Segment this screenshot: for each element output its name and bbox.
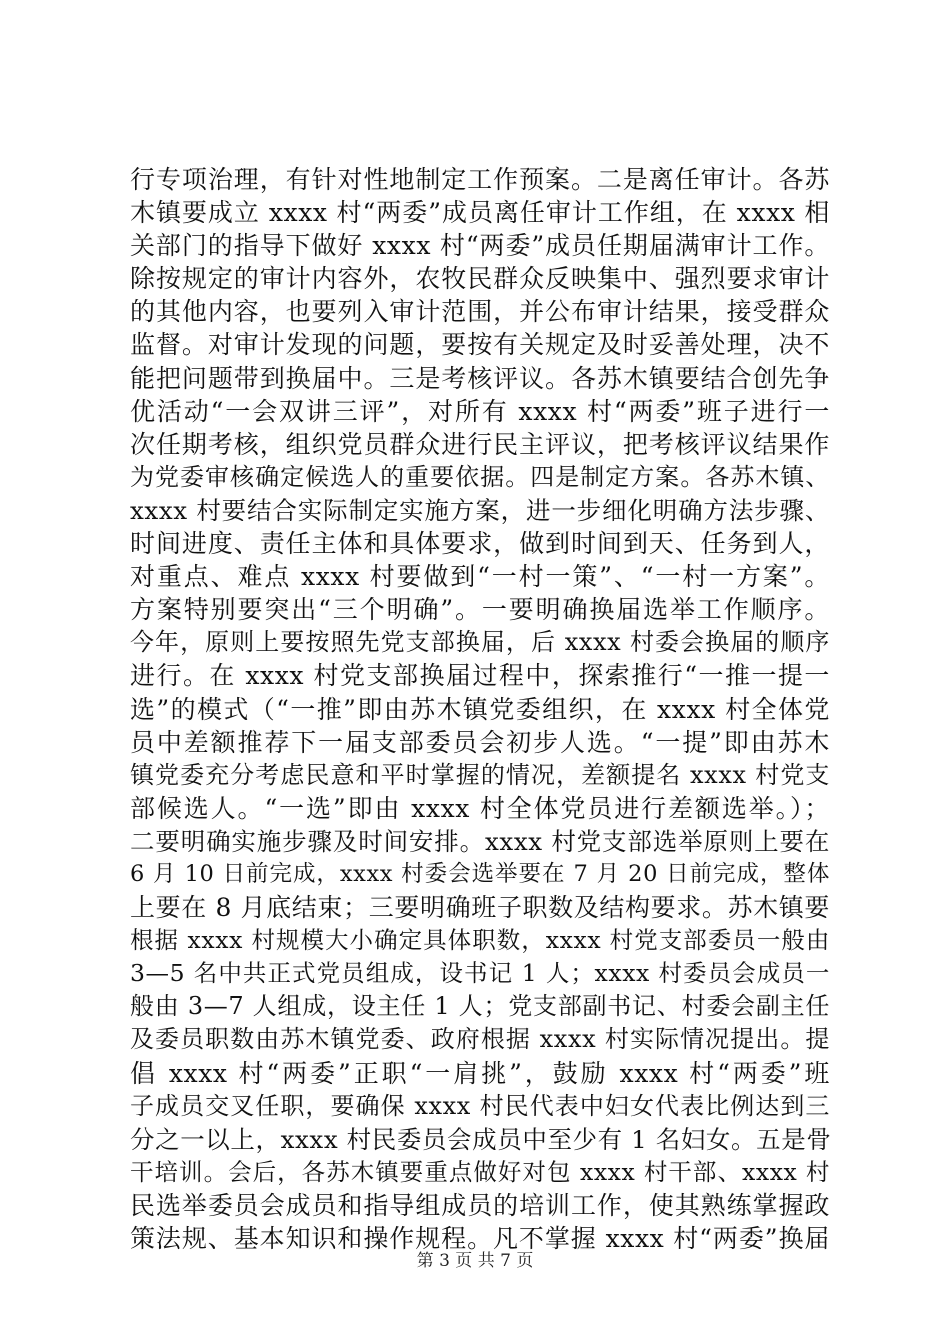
text-line: 上要在 8 月底结束；三要明确班子职数及结构要求。苏木镇要 <box>130 893 830 923</box>
text-line: 能把问题带到换届中。三是考核评议。各苏木镇要结合创先争 <box>130 363 830 393</box>
text-line: 3—5 名中共正式党员组成，设书记 1 人；xxxx 村委员会成员一 <box>130 959 830 988</box>
text-line: xxxx 村要结合实际制定实施方案，进一步细化明确方法步骤、 <box>130 495 830 525</box>
text-line: 为党委审核确定候选人的重要依据。四是制定方案。各苏木镇、 <box>130 462 830 491</box>
text-line: 木镇要成立 xxxx 村“两委”成员离任审计工作组，在 xxxx 相 <box>130 198 830 228</box>
text-line: 般由 3—7 人组成，设主任 1 人；党支部副书记、村委会副主任 <box>130 992 830 1021</box>
text-line: 根据 xxxx 村规模大小确定具体职数，xxxx 村党支部委员一般由 <box>130 926 830 955</box>
text-line: 子成员交叉任职，要确保 xxxx 村民代表中妇女代表比例达到三 <box>130 1091 830 1120</box>
text-line: 民选举委员会成员和指导组成员的培训工作，使其熟练掌握政 <box>130 1190 830 1220</box>
text-line: 的其他内容，也要列入审计范围，并公布审计结果，接受群众 <box>130 297 830 327</box>
text-line: 对重点、难点 xxxx 村要做到“一村一策”、“一村一方案”。 <box>130 562 830 592</box>
text-line: 进行。在 xxxx 村党支部换届过程中，探索推行“一推一提一 <box>130 661 830 691</box>
text-line: 部候选人。“一选”即由 xxxx 村全体党员进行差额选举。）； <box>130 793 830 823</box>
text-line: 员中差额推荐下一届支部委员会初步人选。“一提”即由苏木 <box>130 727 830 757</box>
text-line: 次任期考核，组织党员群众进行民主评议，把考核评议结果作 <box>130 429 830 459</box>
text-line: 优活动“一会双讲三评”，对所有 xxxx 村“两委”班子进行一 <box>130 396 830 426</box>
text-line: 选”的模式（“一推”即由苏木镇党委组织，在 xxxx 村全体党 <box>130 694 830 724</box>
document-body <box>130 163 830 1255</box>
text-line: 方案特别要突出“三个明确”。一要明确换届选举工作顺序。 <box>130 595 830 625</box>
text-line: 镇党委充分考虑民意和平时掌握的情况，差额提名 xxxx 村党支 <box>130 760 830 789</box>
text-line: 干培训。会后，各苏木镇要重点做好对包 xxxx 村干部、xxxx 村 <box>130 1157 830 1186</box>
text-line: 分之一以上，xxxx 村民委员会成员中至少有 1 名妇女。五是骨 <box>130 1124 832 1154</box>
text-line: 二要明确实施步骤及时间安排。xxxx 村党支部选举原则上要在 <box>130 826 830 856</box>
text-line: 关部门的指导下做好 xxxx 村“两委”成员任期届满审计工作。 <box>130 231 830 261</box>
text-line: 时间进度、责任主体和具体要求，做到时间到天、任务到人， <box>130 529 830 559</box>
text-line: 除按规定的审计内容外，农牧民群众反映集中、强烈要求审计 <box>130 264 830 294</box>
text-line: 6 月 10 日前完成，xxxx 村委会选举要在 7 月 20 日前完成，整体 <box>130 860 830 887</box>
text-line: 行专项治理，有针对性地制定工作预案。二是离任审计。各苏 <box>130 165 830 194</box>
text-line: 监督。对审计发现的问题，要按有关规定及时妥善处理，决不 <box>130 330 830 360</box>
text-line: 倡 xxxx 村“两委”正职“一肩挑”，鼓励 xxxx 村“两委”班 <box>130 1058 830 1088</box>
text-line: 及委员职数由苏木镇党委、政府根据 xxxx 村实际情况提出。提 <box>130 1025 830 1054</box>
text-line: 今年，原则上要按照先党支部换届，后 xxxx 村委会换届的顺序 <box>130 628 830 657</box>
page-number-footer: 第 3 页 共 7 页 <box>416 1251 534 1271</box>
text-line: 策法规、基本知识和操作规程。凡不掌握 xxxx 村“两委”换届 <box>130 1224 830 1253</box>
